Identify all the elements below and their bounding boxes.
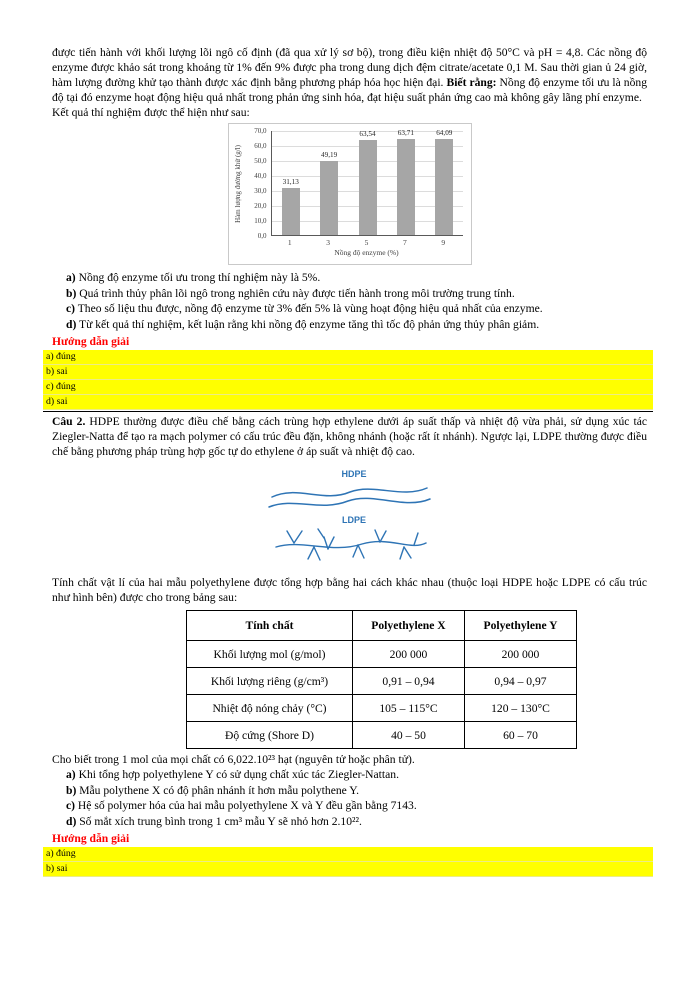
chart-bar-value-label: 31,13 — [282, 178, 299, 187]
chart-x-tick-label: 7 — [403, 238, 407, 247]
q2-option-d — [52, 814, 647, 830]
q2-option-b-text: Mẫu polythene X có độ phân nhánh ít hơn mẫu polythene Y. — [76, 783, 360, 797]
table-row — [187, 668, 577, 695]
q1-answers-block — [43, 350, 653, 410]
q2-option-a-label: a) — [66, 768, 76, 781]
table-cell: 105 – 115°C — [353, 695, 465, 722]
table-cell: 40 – 50 — [353, 722, 465, 749]
chart-bar — [435, 139, 453, 235]
chart-x-tick-label: 3 — [326, 238, 330, 247]
q1-option-d — [52, 317, 647, 333]
q2-intro-paragraph — [52, 414, 647, 459]
q1-option-c-label: c) — [66, 302, 76, 315]
q1-option-d-label: d) — [66, 317, 77, 331]
chart-y-tick-label: 50,0 — [254, 157, 267, 165]
table-cell: Nhiệt độ nóng chảy (°C) — [187, 695, 353, 722]
q2-option-b-label: b) — [66, 783, 77, 797]
polyethylene-properties-table — [186, 610, 577, 749]
table-header-property: Tính chất — [187, 611, 353, 641]
q2-option-a-text: Khi tổng hợp polyethylene Y có sử dụng chất xúc tác Ziegler-Nattan. — [75, 768, 399, 781]
q1-solution-header: Hướng dẫn giải — [52, 335, 130, 348]
q1-option-b-text: Quá trình thủy phân lõi ngô trong nghiên cứu này được tiến hành trong môi trường trung tính. — [76, 286, 515, 300]
q1-answer-d: d) sai — [43, 395, 653, 410]
q2-answer-a: a) đúng — [43, 847, 653, 862]
table-cell: Khối lượng mol (g/mol) — [187, 641, 353, 668]
chart-y-axis-label-box — [232, 131, 245, 236]
q2-table-intro: Tính chất vật lí của hai mẫu polyethylene được tổng hợp bằng hai cách khác nhau (thuộc loại HDPE hoặc LDPE có cấu trúc như hình bên) được cho trong bảng sau: — [52, 576, 647, 604]
table-cell: Độ cứng (Shore D) — [187, 722, 353, 749]
table-cell: 0,94 – 0,97 — [465, 668, 577, 695]
q2-option-c-label: c) — [66, 799, 76, 812]
table-header-polyethylene-y: Polyethylene Y — [465, 611, 577, 641]
chart-y-tick-label: 60,0 — [254, 142, 267, 150]
chart-frame — [228, 123, 472, 265]
q2-answers-block — [43, 847, 653, 877]
table-row — [187, 695, 577, 722]
q2-option-d-label: d) — [66, 814, 77, 828]
table-header-row — [187, 611, 577, 641]
table-header-polyethylene-x: Polyethylene X — [353, 611, 465, 641]
chart-x-tick-label: 5 — [364, 238, 369, 247]
q1-answer-c: c) đúng — [43, 380, 653, 395]
q1-answer-b: b) sai — [43, 365, 653, 380]
chart-x-tick-label: 9 — [441, 238, 446, 247]
enzyme-bar-chart — [52, 123, 647, 265]
q1-option-c-text: Theo số liệu thu được, nồng độ enzyme từ 3% đến 5% là vùng hoạt động hiệu quả nhất của enzyme. — [75, 302, 543, 315]
hdpe-label: HDPE — [341, 469, 367, 479]
chart-bar-value-label: 63,71 — [397, 129, 414, 138]
q1-option-a — [52, 270, 647, 286]
table-cell: 0,91 – 0,94 — [353, 668, 465, 695]
q1-context-text-2: Nồng độ enzyme tối ưu là nồng độ tại đó enzyme hoạt động hiệu quả nhất trong phản ứng sinh hóa, đạt hiệu suất phản ứng cao mà không gây lãng phí enzyme. — [52, 76, 647, 104]
table-cell: Khối lượng riêng (g/cm³) — [187, 668, 353, 695]
chart-x-tick-label: 1 — [287, 238, 292, 247]
q2-heading: Câu 2. — [52, 415, 86, 428]
q1-option-a-text: Nồng độ enzyme tối ưu trong thí nghiệm này là 5%. — [75, 271, 321, 284]
hdpe-chains — [269, 488, 430, 507]
ldpe-branched-chain — [276, 529, 426, 560]
table-cell: 120 – 130°C — [465, 695, 577, 722]
q2-answer-b: b) sai — [43, 862, 653, 877]
q2-option-d-text: Số mắt xích trung bình trong 1 cm³ mẫu Y sẽ nhỏ hơn 2.10²². — [76, 814, 362, 828]
table-cell: 200 000 — [353, 641, 465, 668]
ldpe-label: LDPE — [341, 515, 367, 525]
chart-bar — [397, 139, 415, 235]
chart-plot-area — [271, 128, 463, 236]
chart-y-tick-label: 70,0 — [254, 127, 267, 135]
q1-context-text-1: được tiến hành với khối lượng lõi ngô cố định (đã qua xử lý sơ bộ), trong điều kiện nhiệt độ 50°C và pH = 4,8. Các nồng độ enzyme được khảo sát trong khoảng từ 1% đến 9% được pha trong dung dịch đệm citrate/acetate 0,1 M. Sau thời gian ủ 24 giờ, hàm lượng đường khử tạo thành được xác định bằng phương pháp hóa học hiện đại. — [52, 46, 647, 89]
q1-answer-a: a) đúng — [43, 350, 653, 365]
q1-option-c — [52, 301, 647, 317]
table-row — [187, 641, 577, 668]
table-row — [187, 722, 577, 749]
chart-bar-value-label: 63,54 — [359, 129, 376, 138]
q2-option-c-text: Hệ số polymer hóa của hai mẫu polyethylene X và Y đều gần bằng 7143. — [75, 799, 417, 812]
chart-y-axis-label: Hàm lượng đường khử (g/l) — [234, 144, 242, 223]
chart-y-tick-label: 20,0 — [254, 202, 267, 210]
q2-intro-text: HDPE thường được điều chế bằng cách trùng hợp ethylene dưới áp suất thấp và nhiệt độ vừa phải, sử dụng xúc tác Ziegler-Natta để tạo ra mạch polymer có cấu trúc đều đặn, không nhánh (hoặc rất ít nhánh). Ngược lại, LDPE thường được điều chế bằng phương pháp trùng hợp gốc tự do ethylene ở áp suất và nhiệt độ cao. — [52, 415, 647, 458]
chart-y-tick-label: 10,0 — [254, 217, 267, 225]
table-cell: 200 000 — [465, 641, 577, 668]
chart-y-tick-label: 0,0 — [257, 232, 267, 240]
q1-context-paragraph — [52, 45, 647, 105]
chart-bar-value-label: 49,19 — [321, 151, 338, 160]
chart-bar — [359, 140, 377, 235]
q2-option-c — [52, 798, 647, 814]
polymer-structure-image — [262, 467, 437, 565]
chart-bar — [320, 161, 338, 235]
q1-option-b — [52, 286, 647, 302]
chart-x-axis-label: Nồng độ enzyme (%) — [334, 248, 399, 257]
chart-bar — [282, 188, 300, 235]
q2-note: Cho biết trong 1 mol của mọi chất có 6,022.10²³ hạt (nguyên tử hoặc phân tử). — [52, 753, 415, 766]
chart-x-ticks — [271, 236, 463, 248]
q2-option-a — [52, 767, 647, 783]
chart-y-tick-label: 40,0 — [254, 172, 267, 180]
q2-solution-header: Hướng dẫn giải — [52, 832, 130, 845]
chart-bar-value-label: 64,09 — [436, 128, 453, 137]
q1-chart-caption: Kết quả thí nghiệm được thể hiện như sau: — [52, 106, 250, 119]
q1-context-bold: Biết rằng: — [446, 76, 497, 89]
chart-y-tick-label: 30,0 — [254, 187, 267, 195]
q1-option-d-text: Từ kết quả thí nghiệm, kết luận rằng khi nồng độ enzyme tăng thì tốc độ phản ứng thủy phân giảm. — [76, 317, 540, 331]
question-2-section — [43, 411, 653, 877]
hdpe-ldpe-diagram — [52, 467, 647, 565]
table-cell: 60 – 70 — [465, 722, 577, 749]
chart-y-ticks — [245, 127, 271, 240]
q1-option-b-label: b) — [66, 286, 77, 300]
q2-option-b — [52, 783, 647, 799]
q1-option-a-label: a) — [66, 271, 76, 284]
